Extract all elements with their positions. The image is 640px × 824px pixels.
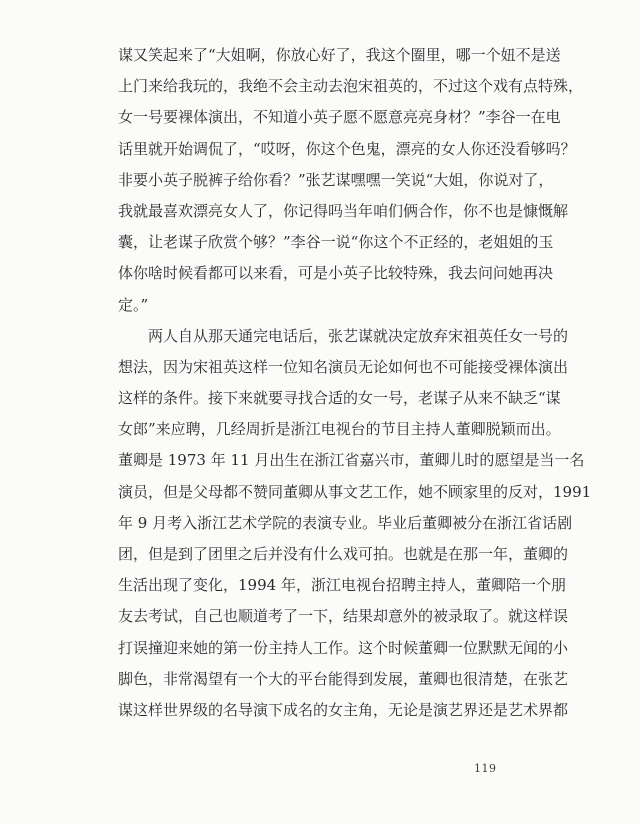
text-line: 囊，让老谋子欣赏个够？”李谷一说“你这个不正经的，老姐姐的玉 <box>118 233 554 252</box>
text-line: 女郎”来应聘，几经周折是浙江电视台的节目主持人董卿脱颖而出。 <box>118 420 561 439</box>
text-line: 非要小英子脱裤子给你看？”张艺谋嘿嘿一笑说“大姐，你说对了， <box>118 170 554 189</box>
text-line: 年 9 月考入浙江艺术学院的表演专业。毕业后董卿被分在浙江省话剧 <box>118 513 573 532</box>
text-line: 打误撞迎来她的第一份主持人工作。这个时候董卿一位默默无闻的小 <box>118 638 569 657</box>
text-line: 女一号要裸体演出，不知道小英子愿不愿意亮亮身材？”李谷一在电 <box>118 108 561 127</box>
text-line: 上门来给我玩的，我绝不会主动去泡宋祖英的，不过这个戏有点特殊， <box>118 77 584 96</box>
body-text <box>118 40 592 726</box>
text-line: 脚色，非常渴望有一个大的平台能得到发展，董卿也很清楚，在张艺 <box>118 669 569 688</box>
text-line: 定。” <box>118 295 149 314</box>
text-line: 这样的条件。接下来就要寻找合适的女一号，老谋子从来不缺乏“谋 <box>118 389 561 408</box>
text-line: 我就最喜欢漂亮女人了，你记得吗当年咱们俩合作，你不也是慷慨解 <box>118 201 569 220</box>
text-line: 体你啥时候看都可以来看，可是小英子比较特殊，我去问问她再决 <box>118 264 554 283</box>
text-line: 友去考试，自己也顺道考了一下，结果却意外的被录取了。就这样误 <box>118 607 569 626</box>
text-line: 话里就开始调侃了，“哎呀，你这个色鬼，漂亮的女人你还没看够吗？ <box>118 139 576 158</box>
text-line: 谋这样世界级的名导演下成名的女主角，无论是演艺界还是艺术界都 <box>118 700 569 719</box>
text-line: 生活出现了变化，1994 年，浙江电视台招聘主持人，董卿陪一个朋 <box>118 576 566 595</box>
text-line: 演员，但是父母都不赞同董卿从事文艺工作，她不顾家里的反对，1991 <box>118 482 592 501</box>
text-line: 谋又笑起来了“大姐啊，你放心好了，我这个圈里，哪一个妞不是送 <box>118 46 561 64</box>
text-line: 团，但是到了团里之后并没有什么戏可拍。也就是在那一年，董卿的 <box>118 545 569 563</box>
text-line: 想法，因为宋祖英这样一位知名演员无论如何也不可能接受裸体演出 <box>118 357 569 376</box>
paragraph-first-line: 两人自从那天通完电话后，张艺谋就决定放弃宋祖英任女一号的 <box>148 326 569 345</box>
text-line: 董卿是 1973 年 11 月出生在浙江省嘉兴市，董卿儿时的愿望是当一名 <box>118 451 585 470</box>
page-number: 119 <box>474 762 497 775</box>
